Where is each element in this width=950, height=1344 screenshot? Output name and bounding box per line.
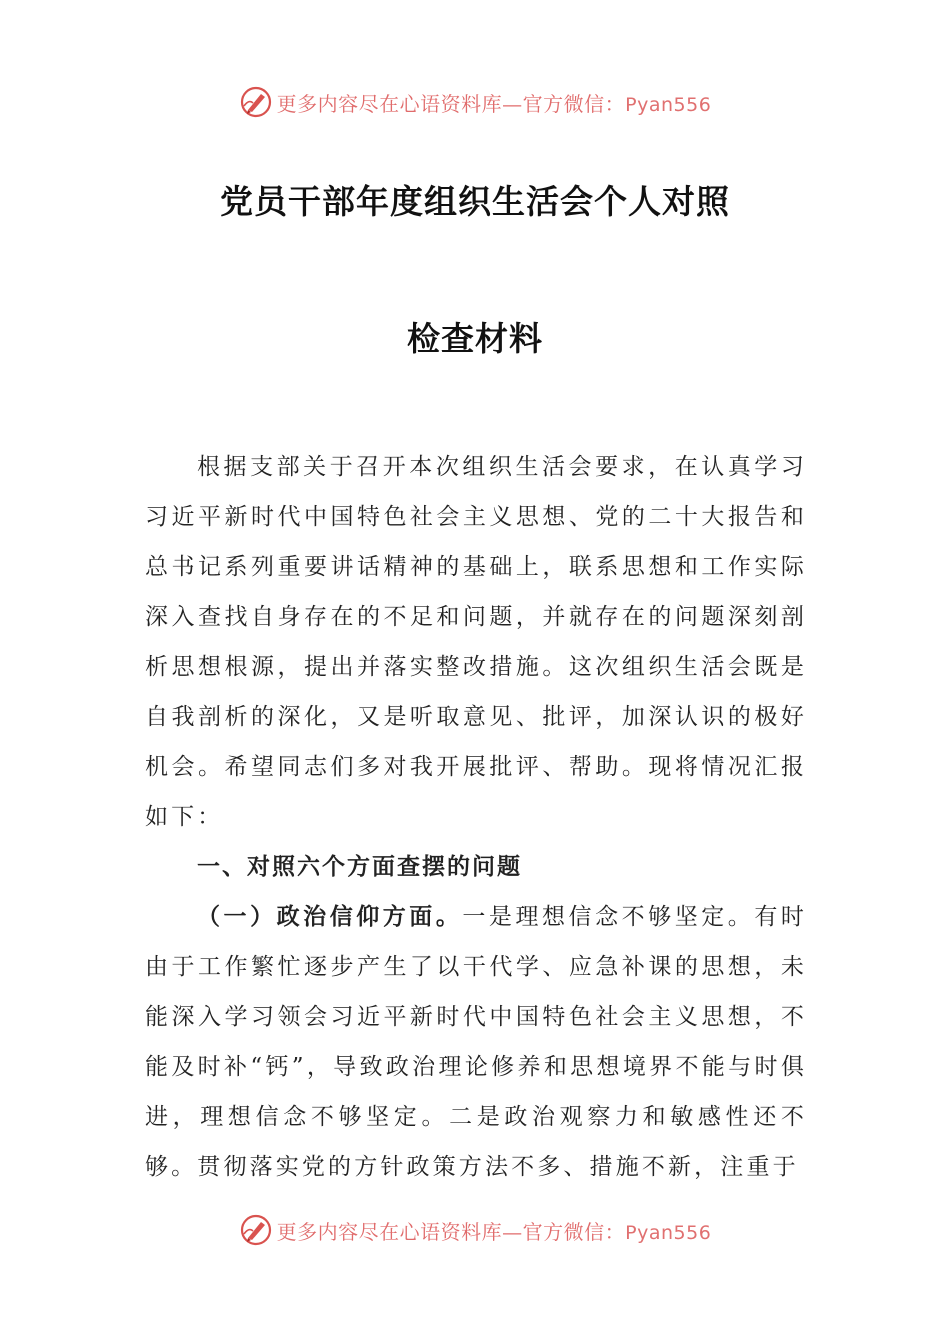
- watermark-banner-top: [0, 80, 950, 124]
- intro-paragraph: 根据支部关于召开本次组织生活会要求，在认真学习习近平新时代中国特色社会主义思想、党的二十大报告和总书记系列重要讲话精神的基础上，联系思想和工作实际深入查找自身存在的不足和问题，并就存在的问题深刻剖析思想根源，提出并落实整改措施。这次组织生活会既是自我剖析的深化，又是听取意见、批评，加深认识的极好机会。希望同志们多对我开展批评、帮助。现将情况汇报如下：: [145, 454, 807, 830]
- document-body: [145, 442, 807, 1192]
- watermark-wechat-id: Pyan556: [625, 1221, 712, 1244]
- subsection-text: 一是理想信念不够坚定。有时由于工作繁忙逐步产生了以干代学、应急补课的思想，未能深入学习领会习近平新时代中国特色社会主义思想，不能及时补“钙”，导致政治理论修养和思想境界不能与时俱进，理想信念不够坚定。二是政治观察力和敏感性还不够。贯彻落实党的方针政策方法不多、措施不新，注重于: [145, 904, 808, 1180]
- subsection-paragraph: [145, 892, 807, 1192]
- document-title-line-1: 党员干部年度组织生活会个人对照: [220, 182, 730, 221]
- pen-logo-icon: [239, 85, 273, 119]
- watermark-wechat-id: Pyan556: [625, 93, 712, 116]
- pen-logo-icon: [239, 1213, 273, 1247]
- watermark-text: 更多内容尽在心语资料库—官方微信：Pyan556: [276, 91, 712, 116]
- subsection-label: （一）政治信仰方面。: [197, 904, 463, 930]
- watermark-text: 更多内容尽在心语资料库—官方微信：Pyan556: [276, 1219, 712, 1244]
- document-title-line-2: 检查材料: [407, 319, 543, 358]
- watermark-banner-bottom: [0, 1208, 950, 1252]
- section-heading: 一、对照六个方面查摆的问题: [197, 854, 522, 880]
